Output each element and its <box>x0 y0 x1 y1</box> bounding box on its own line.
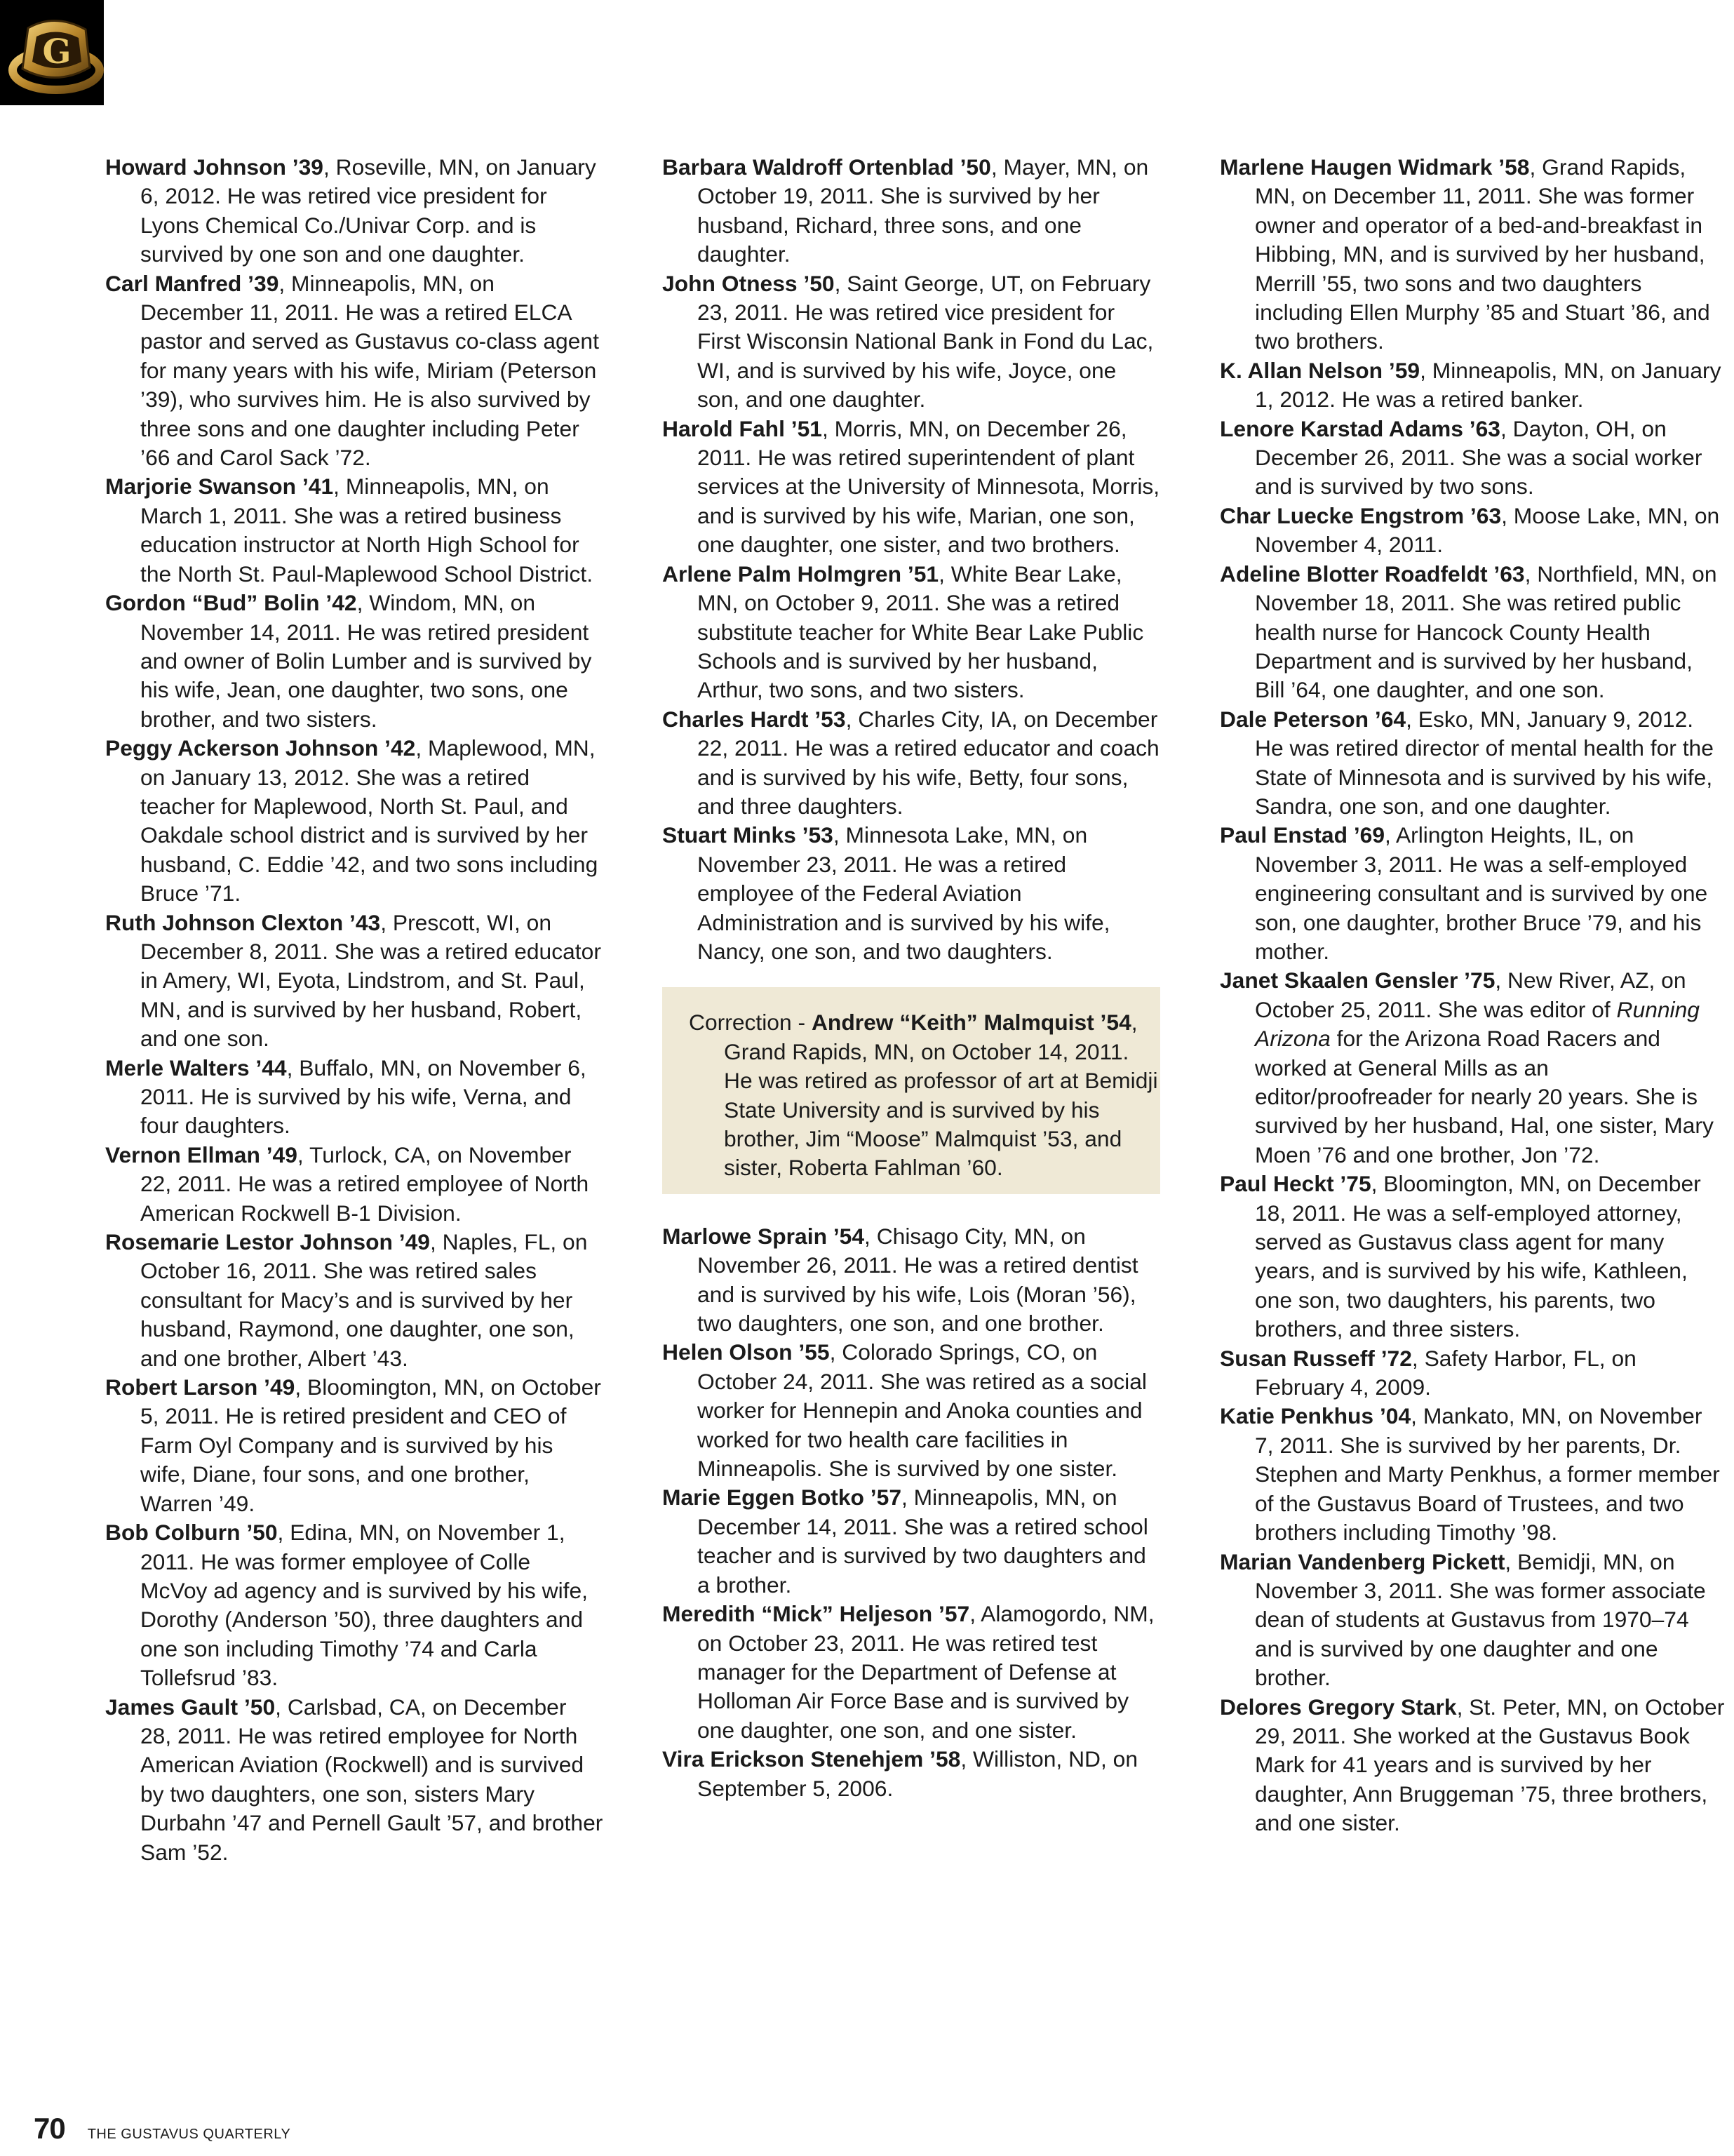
obituary-entry <box>105 734 603 908</box>
obituary-text: , Morris, MN, on December 26, 2011. He was retired superintendent of plant services at the University of Minnesota, Morris, and is survived by his wife, Marian, one son, one daughter, one sister, and two brothers. <box>697 415 1160 558</box>
obituary-text: , St. Peter, MN, on October 29, 2011. She worked at the Gustavus Book Mark for 41 years and is survived by her daughter, Ann Bruggeman ’75, three brothers, and one sister. <box>1255 1694 1725 1836</box>
obituary-text: , White Bear Lake, MN, on October 9, 2011. She was a retired substitute teacher for White Bear Lake Public Schools and is survived by her husband, Arthur, two sons, and two sisters. <box>697 561 1144 703</box>
obituary-name: Ruth Johnson Clexton ’43 <box>105 909 381 935</box>
obituary-name: Charles Hardt ’53 <box>662 706 846 732</box>
obituary-entry <box>662 153 1160 269</box>
obituary-text: , Northfield, MN, on November 18, 2011. She was retired public health nurse for Hancock County Health Department and is survived by her husband, Bill ’64, one daughter, and one son. <box>1255 561 1717 703</box>
obituary-entry <box>1220 966 1725 1170</box>
gustavus-ring-logo <box>0 0 104 105</box>
obituary-entry <box>105 1373 603 1518</box>
obituary-text: , Bloomington, MN, on October 5, 2011. He is retired president and CEO of Farm Oyl Company and is survived by his wife, Diane, four sons, and one brother, Warren ’49. <box>140 1374 601 1516</box>
correction-prefix: Correction - <box>689 1010 812 1036</box>
obituary-entry <box>662 560 1160 705</box>
obituary-entry <box>1220 153 1725 356</box>
obituary-entry <box>662 1483 1160 1600</box>
obituary-text: , Williston, ND, on September 5, 2006. <box>697 1746 1138 1801</box>
obituary-column-3 <box>1220 153 1725 1838</box>
obituary-entry <box>105 269 603 473</box>
obituary-name: Vernon Ellman ’49 <box>105 1141 297 1167</box>
obituary-text: , Minnesota Lake, MN, on November 23, 2011. He was a retired employee of the Federal Aviation Administration and is survived by his wife, Nancy, one son, and two daughters. <box>697 822 1110 964</box>
obituary-text: , Moose Lake, MN, on November 4, 2011. <box>1255 502 1720 558</box>
obituary-text: , Buffalo, MN, on November 6, 2011. He is survived by his wife, Verna, and four daughters. <box>140 1054 586 1139</box>
obituary-name: Helen Olson ’55 <box>662 1339 830 1365</box>
obituary-text: , Roseville, MN, on January 6, 2012. He was retired vice president for Lyons Chemical Co./Univar Corp. and is survived by one son and one daughter. <box>140 154 596 267</box>
obituary-name: Robert Larson ’49 <box>105 1374 295 1400</box>
publication-title: Running Arizona <box>1255 996 1700 1052</box>
obituary-text: , Bloomington, MN, on December 18, 2011. He was a self-employed attorney, served as Gustavus class agent for many years, and is survived by his wife, Kathleen, one son, two daughters, his parents, two brothers, and three sisters. <box>1255 1171 1701 1342</box>
obituary-name: Carl Manfred ’39 <box>105 270 279 296</box>
obituary-name: Paul Enstad ’69 <box>1220 822 1385 848</box>
obituary-text: , Chisago City, MN, on November 26, 2011. He was a retired dentist and is survived by his wife, Lois (Moran ’56), two daughters, one son, and one brother. <box>697 1223 1138 1337</box>
obituary-entry <box>1220 415 1725 502</box>
obituary-entry <box>1220 1402 1725 1547</box>
obituary-entry <box>662 705 1160 822</box>
obituary-name: Janet Skaalen Gensler ’75 <box>1220 967 1496 993</box>
obituary-entry <box>105 589 603 734</box>
obituary-text: , Arlington Heights, IL, on November 3, 2011. He was a self-employed engineering consultant and is survived by one son, one daughter, brother Bruce ’79, and his mother. <box>1255 822 1708 964</box>
obituary-name: Howard Johnson ’39 <box>105 154 323 180</box>
correction-entry <box>689 1008 1160 1182</box>
obituary-text: , Grand Rapids, MN, on December 11, 2011. She was former owner and operator of a bed-and-breakfast in Hibbing, MN, and is survived by her husband, Merrill ’55, two sons and two daughters including Ellen Murphy ’85 and Stuart ’86, and two brothers. <box>1255 154 1710 354</box>
obituary-text: , Edina, MN, on November 1, 2011. He was former employee of Colle McVoy ad agency and is survived by his wife, Dorothy (Anderson ’50), three daughters and one son including Timothy ’74 and Carla Tollefsrud ’83. <box>140 1520 589 1691</box>
obituary-name: Marie Eggen Botko ’57 <box>662 1485 902 1511</box>
obituary-text: , Charles City, IA, on December 22, 2011. He was a retired educator and coach and is survived by his wife, Betty, four sons, and three daughters. <box>697 706 1160 819</box>
obituary-column-2 <box>662 153 1160 1803</box>
obituary-entry <box>1220 502 1725 560</box>
obituary-name: Arlene Palm Holmgren ’51 <box>662 561 939 587</box>
obituary-name: Susan Russeff ’72 <box>1220 1345 1412 1371</box>
obituary-text: , Mayer, MN, on October 19, 2011. She is survived by her husband, Richard, three sons, and one daughter. <box>697 154 1149 267</box>
page-footer <box>34 2112 290 2154</box>
obituary-name: Merle Walters ’44 <box>105 1054 287 1080</box>
obituary-name: Lenore Karstad Adams ’63 <box>1220 415 1500 441</box>
obituary-name: Dale Peterson ’64 <box>1220 706 1406 732</box>
obituary-name: Paul Heckt ’75 <box>1220 1171 1371 1197</box>
obituary-entry <box>662 1600 1160 1745</box>
obituary-entry <box>662 821 1160 966</box>
obituary-entry <box>1220 1344 1725 1402</box>
obituary-text: , Dayton, OH, on December 26, 2011. She was a social worker and is survived by two sons. <box>1255 415 1702 500</box>
obituary-entry <box>105 153 603 269</box>
obituary-entry <box>662 1222 1160 1339</box>
obituary-text: , Minneapolis, MN, on January 1, 2012. He was a retired banker. <box>1255 357 1721 413</box>
obituary-name: Harold Fahl ’51 <box>662 415 822 441</box>
obituary-name: Adeline Blotter Roadfeldt ’63 <box>1220 561 1525 587</box>
obituary-name: Barbara Waldroff Ortenblad ’50 <box>662 154 991 180</box>
obituary-name: Stuart Minks ’53 <box>662 822 833 848</box>
obituary-name: James Gault ’50 <box>105 1694 276 1720</box>
obituary-name: Rosemarie Lestor Johnson ’49 <box>105 1229 430 1255</box>
obituary-name: Katie Penkhus ’04 <box>1220 1403 1411 1429</box>
obituary-text: , Alamogordo, NM, on October 23, 2011. He was retired test manager for the Department of Defense at Holloman Air Force Base and is survived by one daughter, one son, and one sister. <box>697 1601 1155 1743</box>
obituary-entry <box>1220 1170 1725 1344</box>
obituary-text: , Minneapolis, MN, on March 1, 2011. She was a retired business education instructor at North High School for the North St. Paul-Maplewood School District. <box>140 474 593 587</box>
obituary-entry <box>105 909 603 1054</box>
obituary-entry <box>662 269 1160 415</box>
obituary-text: , Maplewood, MN, on January 13, 2012. She was a retired teacher for Maplewood, North St. Paul, and Oakdale school district and is survived by her husband, C. Eddie ’42, and two sons including Bruce ’71. <box>140 735 598 906</box>
obituary-entry <box>662 1338 1160 1483</box>
obituary-entry <box>105 1518 603 1692</box>
obituary-entry <box>1220 705 1725 822</box>
obituary-text: , Windom, MN, on November 14, 2011. He was retired president and owner of Bolin Lumber and is survived by his wife, Jean, one daughter, two sons, one brother, and two sisters. <box>140 590 592 732</box>
obituary-name: Marian Vandenberg Pickett <box>1220 1548 1505 1574</box>
obituary-entry <box>662 1745 1160 1803</box>
obituary-name: Bob Colburn ’50 <box>105 1520 278 1546</box>
obituary-name: Gordon “Bud” Bolin ’42 <box>105 590 357 616</box>
obituary-text: , Mankato, MN, on November 7, 2011. She is survived by her parents, Dr. Stephen and Marty Penkhus, a former member of the Gustavus Board of Trustees, and two brothers including Timothy ’98. <box>1255 1403 1720 1546</box>
obituary-name: Peggy Ackerson Johnson ’42 <box>105 735 416 761</box>
obituary-column-1 <box>105 153 603 1867</box>
obituary-entry <box>1220 821 1725 966</box>
ring-icon <box>0 0 104 105</box>
obituary-text: , Minneapolis, MN, on December 14, 2011. She was a retired school teacher and is survived by two daughters and a brother. <box>697 1485 1148 1598</box>
obituary-name: Delores Gregory Stark <box>1220 1694 1457 1720</box>
obituary-entry <box>105 1054 603 1141</box>
obituary-name: Andrew “Keith” Malmquist ’54 <box>811 1010 1131 1036</box>
obituary-entry <box>105 1693 603 1867</box>
obituary-text: , Bemidji, MN, on November 3, 2011. She was former associate dean of students at Gustavus from 1970–74 and is survived by one daughter and one brother. <box>1255 1548 1706 1691</box>
obituary-entry <box>105 1141 603 1228</box>
obituary-entry <box>1220 1693 1725 1838</box>
obituary-text: , Colorado Springs, CO, on October 24, 2011. She was retired as a social worker for Hennepin and Anoka counties and worked for two health care facilities in Minneapolis. She is survived by one sister. <box>697 1339 1147 1482</box>
obituary-text: , Naples, FL, on October 16, 2011. She was retired sales consultant for Macy’s and is survived by her husband, Raymond, one daughter, one son, and one brother, Albert ’43. <box>140 1229 588 1371</box>
obituary-text: , New River, AZ, on October 25, 2011. She was editor of <box>1255 967 1686 1022</box>
obituary-name: John Otness ’50 <box>662 270 835 296</box>
obituary-entry <box>1220 560 1725 705</box>
obituary-name: K. Allan Nelson ’59 <box>1220 357 1420 383</box>
obituary-name: Char Luecke Engstrom ’63 <box>1220 502 1502 528</box>
obituary-text: , Prescott, WI, on December 8, 2011. She was a retired educator in Amery, WI, Eyota, Lindstrom, and St. Paul, MN, and is survived by her husband, Robert, and one son. <box>140 909 601 1052</box>
obituary-text: , Esko, MN, January 9, 2012. He was retired director of mental health for the State of Minnesota and is survived by his wife, Sandra, one son, and one daughter. <box>1255 706 1714 819</box>
obituary-text: , Turlock, CA, on November 22, 2011. He was a retired employee of North American Rockwell B-1 Division. <box>140 1141 589 1226</box>
page-number: 70 <box>34 2112 65 2145</box>
obituary-name: Marlene Haugen Widmark ’58 <box>1220 154 1530 180</box>
obituary-text: , Carlsbad, CA, on December 28, 2011. He was retired employee for North American Aviation (Rockwell) and is survived by two daughters, one son, sisters Mary Durbahn ’47 and Pernell Gault ’57, and brother Sam ’52. <box>140 1694 603 1865</box>
obituary-entry <box>1220 1548 1725 1693</box>
obituary-text: , Minneapolis, MN, on December 11, 2011. He was a retired ELCA pastor and served as Gustavus co-class agent for many years with his wife, Miriam (Peterson ’39), who survives him. He is also survived by three sons and one daughter including Peter ’66 and Carol Sack ’72. <box>140 270 599 471</box>
publication-name: THE GUSTAVUS QUARTERLY <box>87 2127 291 2142</box>
correction-box <box>662 987 1160 1193</box>
obituary-name: Meredith “Mick” Heljeson ’57 <box>662 1601 970 1627</box>
obituary-text: , Saint George, UT, on February 23, 2011. He was retired vice president for First Wisconsin National Bank in Fond du Lac, WI, and is survived by his wife, Joyce, one son, and one daughter. <box>697 270 1154 413</box>
obituary-name: Marlowe Sprain ’54 <box>662 1223 865 1249</box>
obituary-text: , Safety Harbor, FL, on February 4, 2009. <box>1255 1345 1636 1400</box>
svg-text:G: G <box>42 32 72 72</box>
obituary-entry <box>105 1228 603 1373</box>
obituary-text: , Grand Rapids, MN, on October 14, 2011. He was retired as professor of art at Bemidji State University and is survived by his brother, Jim “Moose” Malmquist ’53, and sister, Roberta Fahlman ’60. <box>724 1010 1158 1181</box>
obituary-name: Marjorie Swanson ’41 <box>105 474 334 500</box>
obituary-entry <box>662 415 1160 560</box>
obituary-entry <box>105 472 603 589</box>
obituary-text: for the Arizona Road Racers and worked at General Mills as an editor/proofreader for nearly 20 years. She is survived by her husband, Hal, one sister, Mary Moen ’76 and one brother, Jon ’72. <box>1255 1026 1714 1167</box>
obituary-entry <box>1220 356 1725 415</box>
obituary-name: Vira Erickson Stenehjem ’58 <box>662 1746 961 1772</box>
